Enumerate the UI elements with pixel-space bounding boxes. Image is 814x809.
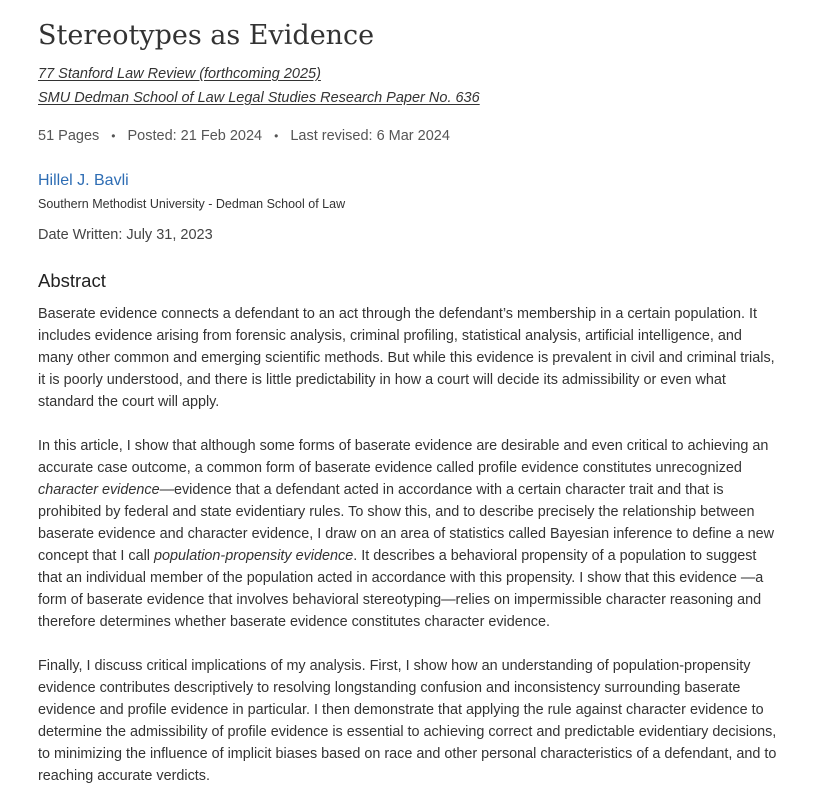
- author-link[interactable]: Hillel J. Bavli: [38, 172, 129, 189]
- paper-title: Stereotypes as Evidence: [38, 20, 375, 51]
- abstract-text: . It describes a behavioral propensity of a population to suggest that an individual member of the population acted in accordance with this propensity. I show that this evidence —a form of baserate evidence that involves behavioral stereotyping—relies on impermissible character reasoning and therefore determines whether baserate evidence constitutes character evidence.: [38, 548, 764, 630]
- abstract-paragraph-2: [38, 435, 778, 633]
- date-written: Date Written: July 31, 2023: [38, 227, 213, 243]
- separator-dot: •: [111, 129, 116, 143]
- journal-link-smu[interactable]: SMU Dedman School of Law Legal Studies Research Paper No. 636: [38, 90, 480, 106]
- abstract-body: [38, 303, 778, 809]
- abstract-heading: Abstract: [38, 270, 106, 291]
- abstract-paragraph-3: Finally, I discuss critical implications of my analysis. First, I show how an understanding of population-propensity evidence contributes descriptively to resolving longstanding confusion and inconsistency surrounding baserate evidence and profile evidence in particular. I then demonstrate that applying the rule against character evidence to determine the admissibility of profile evidence is essential to achieving correct and predictable evidentiary decisions, to minimizing the influence of implicit biases based on race and other personal characteristics of a defendant, and to reaching accurate verdicts.: [38, 658, 777, 784]
- abstract-text: In this article, I show that although some forms of baserate evidence are desirable and even critical to achieving an accurate case outcome, a common form of baserate evidence called profile evidence constitutes unrecognized: [38, 438, 769, 476]
- author-affiliation: Southern Methodist University - Dedman School of Law: [38, 197, 346, 211]
- abstract-paragraph-1: Baserate evidence connects a defendant to an act through the defendant’s membership in a certain population. It includes evidence arising from forensic analysis, criminal profiling, statistical analysis, artificial intelligence, and many other common and emerging scientific methods. But while this evidence is prevalent in civil and criminal trials, it is poorly understood, and there is little predictability in how a court will decide its admissibility or even what standard the court will apply.: [38, 306, 775, 410]
- page-count: 51 Pages: [38, 128, 100, 144]
- term-character-evidence: character evidence: [38, 482, 160, 498]
- separator-dot: •: [274, 129, 279, 143]
- paper-meta: [38, 128, 450, 144]
- posted-date: Posted: 21 Feb 2024: [127, 128, 263, 144]
- abstract-text: —evidence that a defendant acted in accordance with a certain character trait and that is prohibited by federal and state evidentiary rules. To show this, and to describe precisely the relationship between baserate evidence and character evidence, I draw on an area of statistics called Bayesian inference to define a new concept that I call: [38, 482, 774, 564]
- journal-link-stanford[interactable]: 77 Stanford Law Review (forthcoming 2025): [38, 66, 321, 82]
- revised-date: Last revised: 6 Mar 2024: [290, 128, 450, 144]
- term-population-propensity: population-propensity evidence: [154, 548, 354, 564]
